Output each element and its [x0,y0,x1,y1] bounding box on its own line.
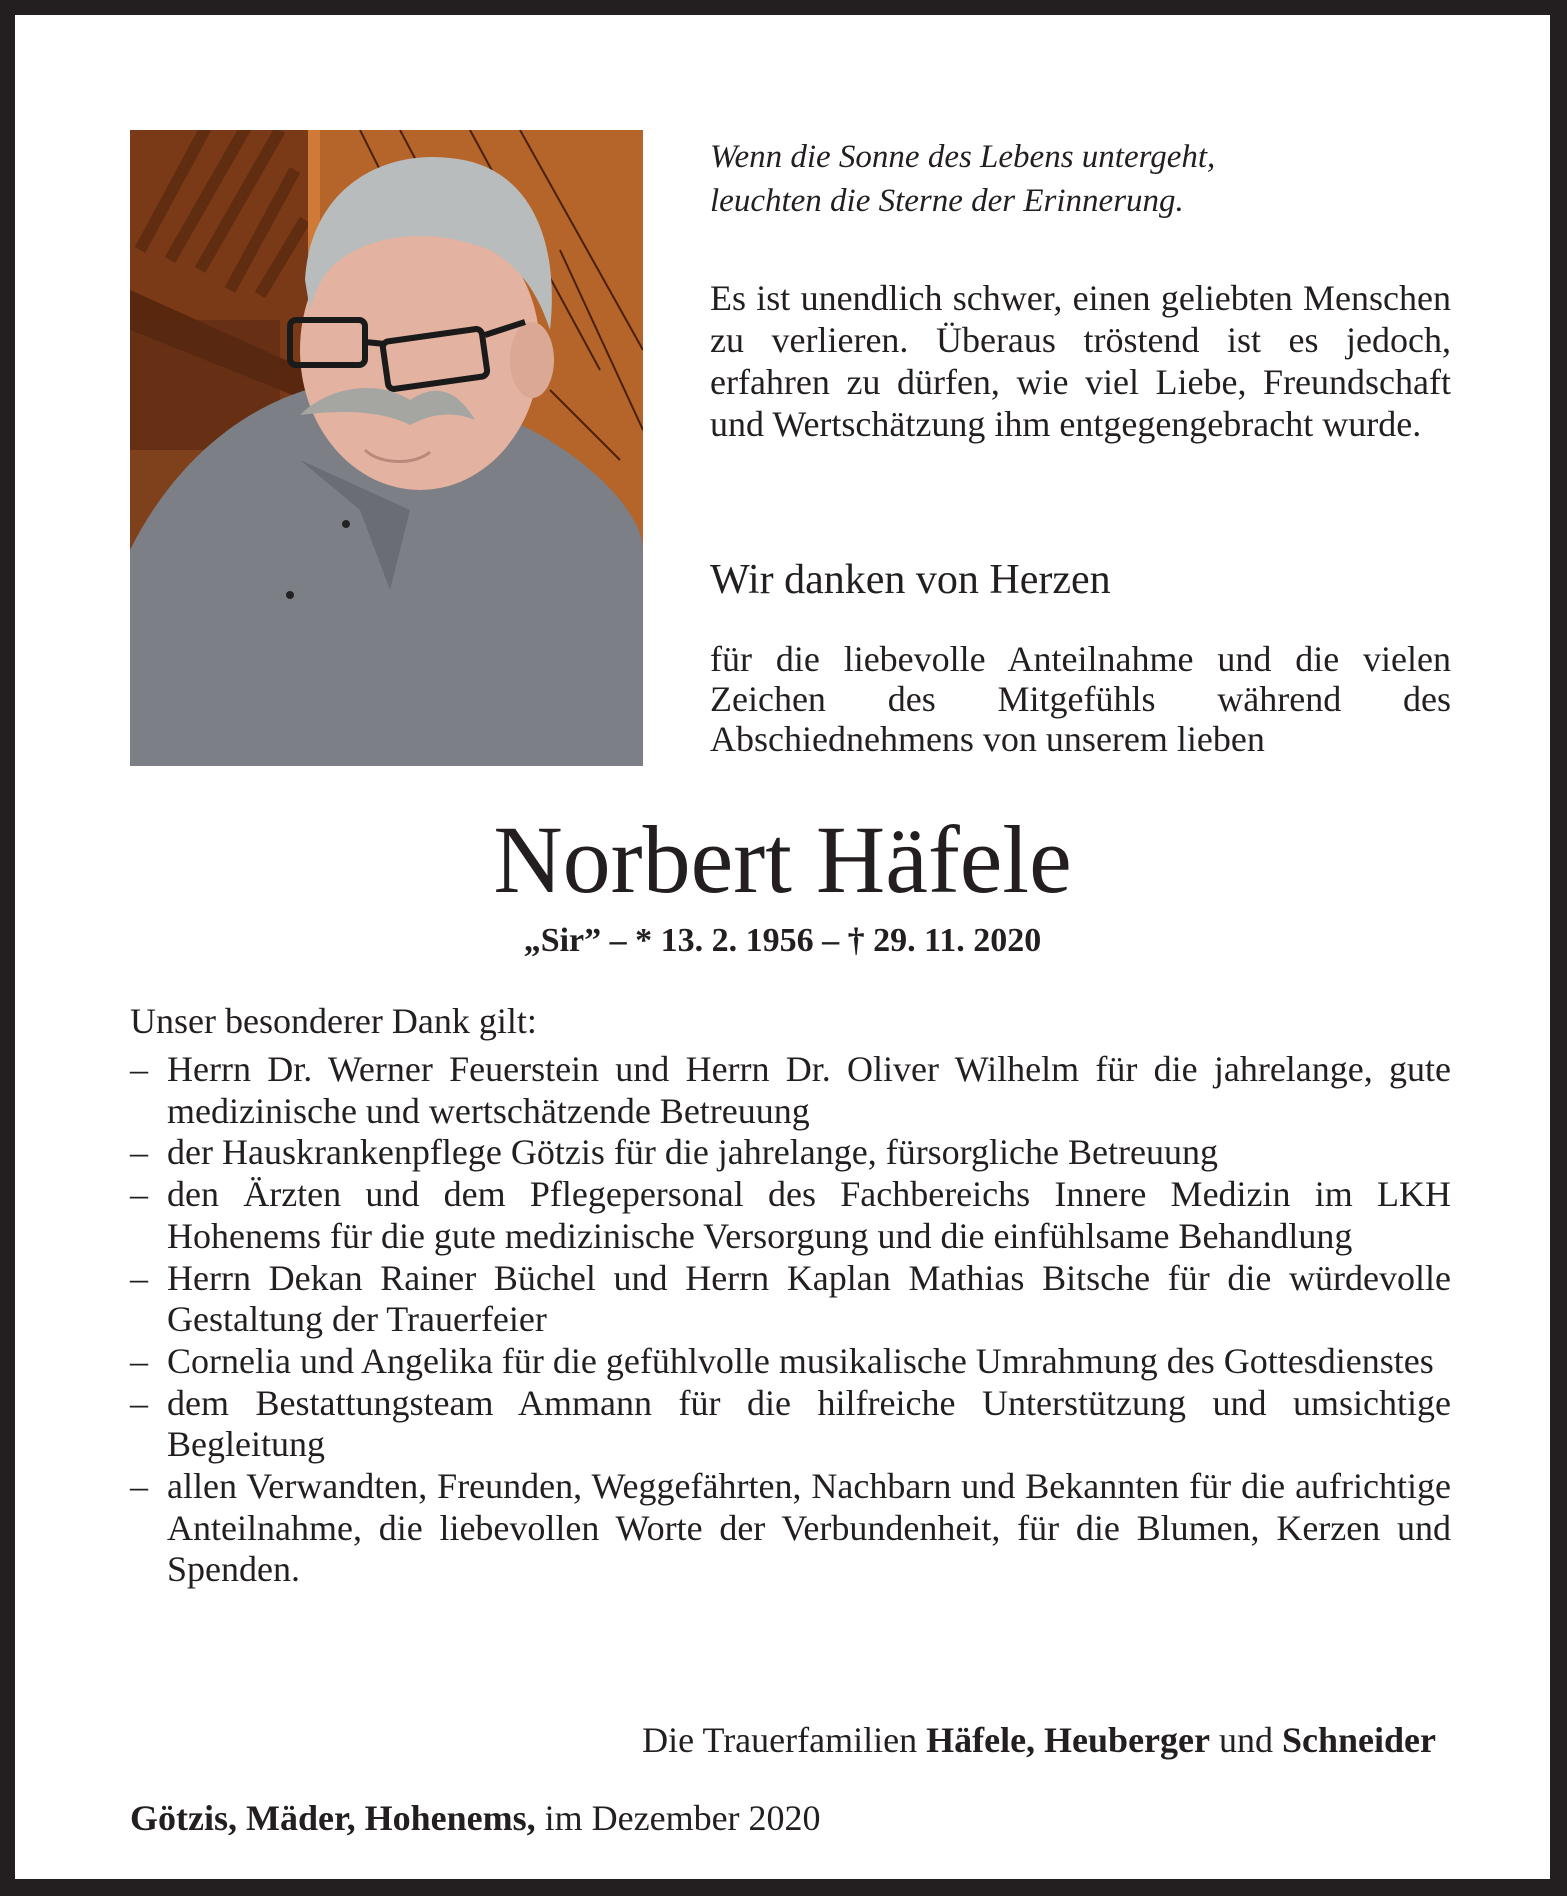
dash-bullet: – [130,1466,148,1507]
date: im Dezember 2020 [544,1798,821,1838]
dash-bullet: – [130,1340,148,1381]
place-and-date [130,1797,821,1839]
thanks-heading: Wir danken von Herzen [710,557,1111,603]
list-item: – dem Bestattungsteam Ammann für die hilfreiche Unterstützung und umsichtige Begleitung [130,1382,1451,1465]
family-names-1: Häfele, Heuberger [926,1720,1210,1760]
list-item: – Herrn Dr. Werner Feuerstein und Herrn Dr. Oliver Wilhelm für die jahrelange, gute medizinische und wertschätzende Betreuung [130,1049,1451,1131]
dash-bullet: – [130,1382,148,1423]
family-names-2: Schneider [1281,1720,1436,1760]
memorial-quote [710,135,1450,223]
special-thanks-list [130,1049,1451,1591]
dash-bullet: – [130,1257,148,1298]
list-item: – Herrn Dekan Rainer Büchel und Herrn Kaplan Mathias Bitsche für die würdevolle Gestaltung der Trauerfeier [130,1257,1451,1340]
deceased-name: Norbert Häfele [493,806,1072,913]
dash-bullet: – [130,1174,148,1215]
places: Götzis, Mäder, Hohenems, [130,1798,536,1838]
dash-bullet: – [130,1049,148,1089]
life-dates: „Sir” – * 13. 2. 1956 – † 29. 11. 2020 [523,922,1042,959]
list-item: – allen Verwandten, Freunden, Weggefährten, Nachbarn und Bekannten für die aufrichtige Anteilnahme, die liebevollen Worte der Verbundenheit, für die Blumen, Kerzen und Spenden. [130,1466,1451,1590]
portrait-photo [130,130,643,766]
list-item: – der Hauskrankenpflege Götzis für die jahrelange, fürsorgliche Betreuung [130,1132,1218,1173]
list-item: – Cornelia und Angelika für die gefühlvolle musikalische Umrahmung des Gottesdienstes [130,1340,1434,1381]
quote-line-1: Wenn die Sonne des Lebens untergeht, [710,139,1216,175]
quote-line-2: leuchten die Sterne der Erinnerung. [710,183,1184,219]
thanks-body: für die liebevolle Anteilnahme und die vielen Zeichen des Mitgefühls während des Abschiednehmens von unserem lieben [710,639,1451,759]
family-signature: Die Trauerfamilien Häfele, Heuberger und Schneider [642,1720,1436,1760]
dash-bullet: – [130,1132,148,1173]
obituary-page [15,15,1550,1879]
intro-paragraph: Es ist unendlich schwer, einen geliebten Menschen zu verlieren. Überaus tröstend ist es jedoch, erfahren zu dürfen, wie viel Liebe, Freundschaft und Wertschätzung ihm entgegengebracht wurde. [710,278,1451,444]
list-item: – den Ärzten und dem Pflegepersonal des Fachbereichs Innere Medizin im LKH Hohenems für die gute medizinische Versorgung und die einfühlsame Behandlung [130,1174,1451,1256]
special-thanks-intro: Unser besonderer Dank gilt: [130,1001,537,1041]
